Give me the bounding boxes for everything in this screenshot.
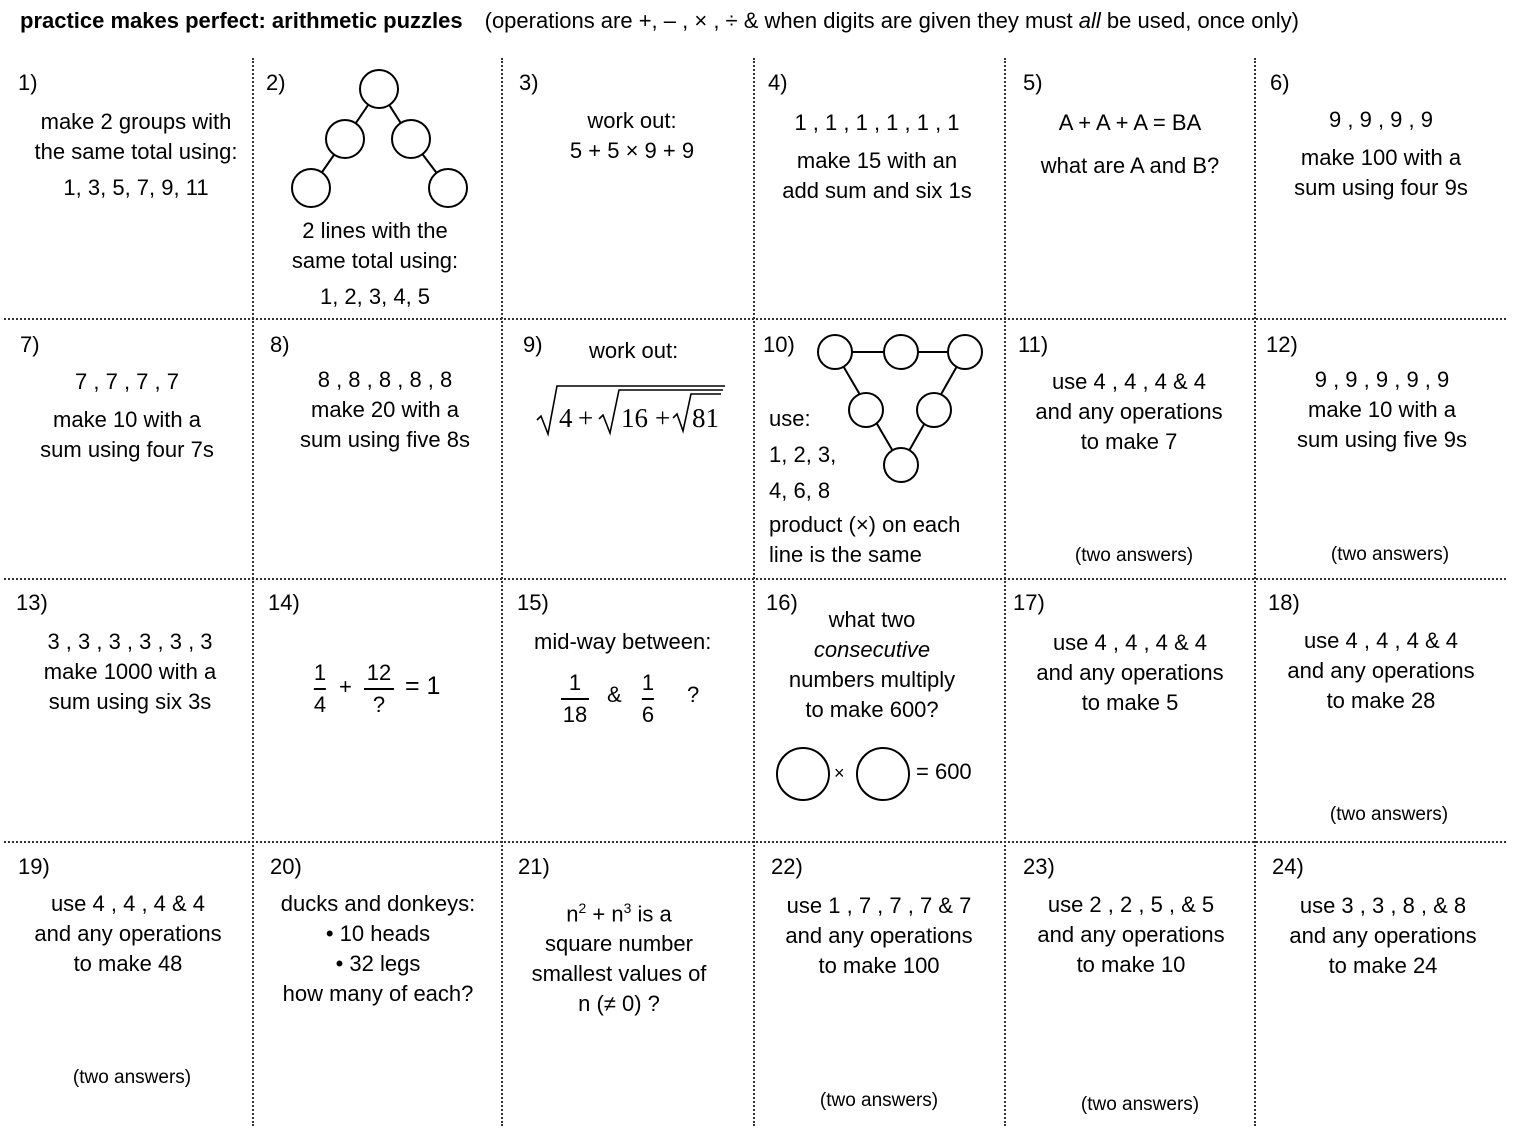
fraction-twelve-unknown — [364, 660, 394, 718]
text-line: work out: — [589, 338, 679, 363]
puzzle-number: 1) — [18, 70, 38, 95]
puzzle-text — [532, 893, 707, 1019]
text-line: 1, 2, 3, 4, 5 — [319, 284, 431, 309]
puzzle-number: 7) — [20, 332, 40, 357]
text-line: 7 , 7 , 7 , 7 — [75, 369, 179, 394]
puzzle-text — [44, 627, 216, 717]
text-line: same total using: — [291, 248, 459, 273]
two-answers-note: (two answers) — [1074, 545, 1194, 566]
exponent-3: 3 — [623, 900, 632, 916]
puzzle-text — [34, 889, 221, 979]
text-line: line is the same — [769, 542, 922, 567]
triangle-diagram — [815, 333, 995, 483]
two-answers-note: (two answers) — [72, 1067, 192, 1088]
text-line: 5 + 5 × 9 + 9 — [569, 138, 695, 163]
text-line: the same total using: — [34, 139, 238, 164]
text-line: 1, 2, 3, — [769, 442, 837, 467]
text-line: A + A + A = BA — [1058, 110, 1202, 135]
text-line: numbers multiply — [788, 667, 956, 692]
puzzle-text — [769, 401, 836, 509]
root-number-81: 81 — [692, 403, 719, 433]
root-number-16: 16 — [621, 403, 648, 433]
diagram-circle — [884, 335, 918, 369]
diagram-circle — [326, 120, 364, 158]
title-note-em: all — [1078, 8, 1101, 33]
text-line: smallest values of — [531, 961, 707, 987]
puzzle-text — [300, 365, 470, 455]
text-line: and any operations — [785, 923, 973, 948]
puzzle-number: 8) — [270, 332, 290, 357]
col-divider-2 — [501, 58, 503, 1126]
nested-root-expression — [535, 382, 735, 442]
two-answers-note: (two answers) — [1329, 804, 1449, 825]
text-line: make 10 with a — [53, 407, 201, 432]
denominator: 4 — [313, 692, 327, 717]
puzzle-number: 24) — [1272, 854, 1304, 879]
col-divider-4 — [1004, 58, 1006, 1126]
text-line: sum using five 9s — [1297, 427, 1467, 452]
puzzle-text — [1036, 628, 1223, 718]
text-line: use 4 , 4 , 4 & 4 — [1303, 628, 1459, 653]
fraction-one-quarter — [314, 660, 326, 718]
times-sign: × — [834, 763, 845, 783]
puzzle-text — [1287, 626, 1474, 716]
text-line: to make 100 — [818, 953, 940, 978]
diagram-circle — [292, 169, 330, 207]
puzzle-text — [1297, 365, 1467, 455]
text-line: ducks and donkeys: — [280, 891, 476, 916]
puzzle-text — [785, 891, 972, 981]
text-line: to make 7 — [1080, 429, 1178, 454]
plus-sign: + — [339, 674, 352, 699]
equals-600: = 600 — [916, 759, 972, 784]
text-line: and any operations — [1035, 399, 1223, 424]
row-divider-1 — [4, 318, 1506, 320]
text-line: product (×) on each — [769, 512, 961, 537]
text-line — [532, 893, 707, 929]
puzzle-number: 16) — [766, 590, 798, 615]
text-line: consecutive — [813, 637, 931, 662]
fraction-one-eighteenth — [561, 670, 589, 728]
puzzle-number: 18) — [1268, 590, 1300, 615]
worksheet-title — [20, 8, 1299, 34]
plus-n: + n — [586, 901, 624, 927]
fraction-bar — [364, 688, 394, 690]
fraction-bar — [642, 698, 654, 700]
puzzle-text — [782, 108, 972, 206]
col-divider-3 — [753, 58, 755, 1126]
ampersand: & — [607, 682, 622, 707]
diagram-circle — [884, 448, 918, 482]
puzzle-text — [1037, 890, 1224, 980]
puzzle-text — [789, 605, 955, 725]
puzzle-number: 9) — [523, 332, 543, 357]
diagram-circle — [849, 393, 883, 427]
text-line: to make 48 — [73, 951, 183, 976]
title-bold: practice makes perfect: arithmetic puzzles — [20, 8, 463, 33]
text-line: use 3 , 3 , 8 , & 8 — [1299, 893, 1467, 918]
equals-one: = 1 — [405, 672, 441, 700]
numerator: 1 — [641, 670, 655, 695]
text-line: and any operations — [1289, 923, 1477, 948]
puzzle-number: 14) — [268, 590, 300, 615]
text-line: make 2 groups with — [40, 109, 232, 134]
puzzle-text — [1289, 891, 1476, 981]
text-line: what two — [828, 607, 916, 632]
puzzle-text — [1041, 108, 1220, 181]
text-line: to make 10 — [1076, 952, 1186, 977]
diagram-circle — [917, 393, 951, 427]
puzzle-text — [281, 889, 475, 1009]
diagram-circle — [392, 120, 430, 158]
col-divider-5 — [1254, 58, 1256, 1126]
text-line: to make 5 — [1081, 690, 1179, 715]
fraction-bar — [561, 698, 589, 700]
text-line: to make 24 — [1328, 953, 1438, 978]
numerator: 12 — [366, 660, 392, 685]
text-line: use 4 , 4 , 4 & 4 — [50, 891, 206, 916]
text-line: 3 , 3 , 3 , 3 , 3 , 3 — [47, 629, 213, 654]
text-line: 4, 6, 8 — [769, 478, 831, 503]
puzzle-number: 23) — [1023, 854, 1055, 879]
text-line: and any operations — [34, 921, 222, 946]
text-line: work out: — [587, 108, 677, 133]
diagram-circle — [429, 169, 467, 207]
text-line: 9 , 9 , 9 , 9 — [1329, 107, 1433, 132]
text-line: 1 , 1 , 1 , 1 , 1 , 1 — [794, 110, 960, 135]
puzzle-number: 6) — [1270, 70, 1290, 95]
text-line: to make 28 — [1326, 688, 1436, 713]
puzzle-number: 3) — [519, 70, 539, 95]
root-plus-1: + — [578, 403, 594, 433]
puzzle-number: 17) — [1013, 590, 1045, 615]
row-divider-3 — [4, 841, 1506, 843]
root-number-4: 4 — [559, 403, 573, 433]
row-divider-2 — [4, 578, 1506, 580]
text-line: use 4 , 4 , 4 & 4 — [1051, 369, 1207, 394]
puzzle-text — [570, 106, 694, 166]
puzzle-number: 2) — [266, 70, 286, 95]
numerator: 1 — [568, 670, 582, 695]
title-note-post: be used, once only) — [1100, 8, 1299, 33]
text-line: make 1000 with a — [43, 659, 217, 684]
bullet-heads: • 10 heads — [325, 921, 431, 946]
two-answers-note: (two answers) — [819, 1090, 939, 1111]
n-variable: n — [566, 901, 579, 927]
diagram-circle — [948, 335, 982, 369]
text-line: 9 , 9 , 9 , 9 , 9 — [1314, 367, 1450, 392]
text-line: n (≠ 0) ? — [578, 991, 660, 1017]
text-line: and any operations — [1037, 922, 1225, 947]
text-line: use 1 , 7 , 7 , 7 & 7 — [786, 893, 972, 918]
circle-diagram — [280, 62, 480, 212]
bullet-legs: • 32 legs — [335, 951, 421, 976]
text-line: 1, 3, 5, 7, 9, 11 — [63, 175, 209, 200]
text-line: make 10 with a — [1308, 397, 1456, 422]
puzzle-number: 21) — [518, 854, 550, 879]
text-line: sum using four 7s — [40, 437, 214, 462]
puzzle-text — [1035, 367, 1222, 457]
denominator: 6 — [641, 702, 655, 727]
diagram-circle — [818, 335, 852, 369]
puzzle-number: 12) — [1266, 332, 1298, 357]
text-line: use: — [769, 406, 811, 431]
text-line: sum using five 8s — [300, 427, 470, 452]
puzzle-number: 4) — [768, 70, 788, 95]
col-divider-1 — [252, 58, 254, 1126]
text-line: make 100 with a — [1300, 145, 1462, 170]
title-note-pre: (operations are +, – , × , ÷ & when digits are given they must — [484, 8, 1079, 33]
puzzle-number: 10) — [763, 332, 795, 357]
text-line: 8 , 8 , 8 , 8 , 8 — [317, 367, 453, 392]
text-line: to make 600? — [805, 697, 939, 722]
puzzle-text — [1294, 105, 1468, 203]
puzzle-number: 13) — [16, 590, 48, 615]
text-line: add sum and six 1s — [782, 178, 972, 203]
text-line: make 20 with a — [311, 397, 459, 422]
answer-circle-1[interactable] — [776, 747, 830, 801]
answer-circle-2[interactable] — [856, 747, 910, 801]
puzzle-number: 5) — [1023, 70, 1043, 95]
text-line: sum using four 9s — [1294, 175, 1468, 200]
denominator: ? — [372, 692, 386, 717]
puzzle-number: 19) — [18, 854, 50, 879]
text-line: square number — [545, 931, 693, 957]
question-mark: ? — [687, 682, 700, 707]
puzzle-text — [769, 510, 960, 570]
text-line: sum using six 3s — [48, 689, 212, 714]
two-answers-note: (two answers) — [1330, 544, 1450, 565]
text-line: make 15 with an — [796, 148, 958, 173]
puzzle-text — [40, 367, 214, 465]
puzzle-number: 22) — [771, 854, 803, 879]
puzzle-text — [292, 216, 458, 312]
fraction-bar — [314, 688, 326, 690]
fraction-one-sixth — [642, 670, 654, 728]
numerator: 1 — [313, 660, 327, 685]
exponent-2: 2 — [578, 900, 587, 916]
puzzle-number: 20) — [270, 854, 302, 879]
puzzle-text — [34, 107, 237, 203]
text-line: use 4 , 4 , 4 & 4 — [1052, 630, 1208, 655]
two-answers-note: (two answers) — [1080, 1094, 1200, 1115]
text-line: how many of each? — [282, 981, 474, 1006]
text-line: use 2 , 2 , 5 , & 5 — [1047, 892, 1215, 917]
text-line: and any operations — [1036, 660, 1224, 685]
text-line: and any operations — [1287, 658, 1475, 683]
is-a: is a — [631, 901, 672, 927]
puzzle-number: 11) — [1018, 332, 1049, 357]
text-line: what are A and B? — [1040, 153, 1220, 178]
text-line: mid-way between: — [534, 629, 712, 654]
puzzle-number: 15) — [517, 590, 549, 615]
denominator: 18 — [562, 702, 588, 727]
text-line: 2 lines with the — [302, 218, 448, 243]
root-plus-2: + — [655, 403, 671, 433]
diagram-circle — [360, 70, 398, 108]
